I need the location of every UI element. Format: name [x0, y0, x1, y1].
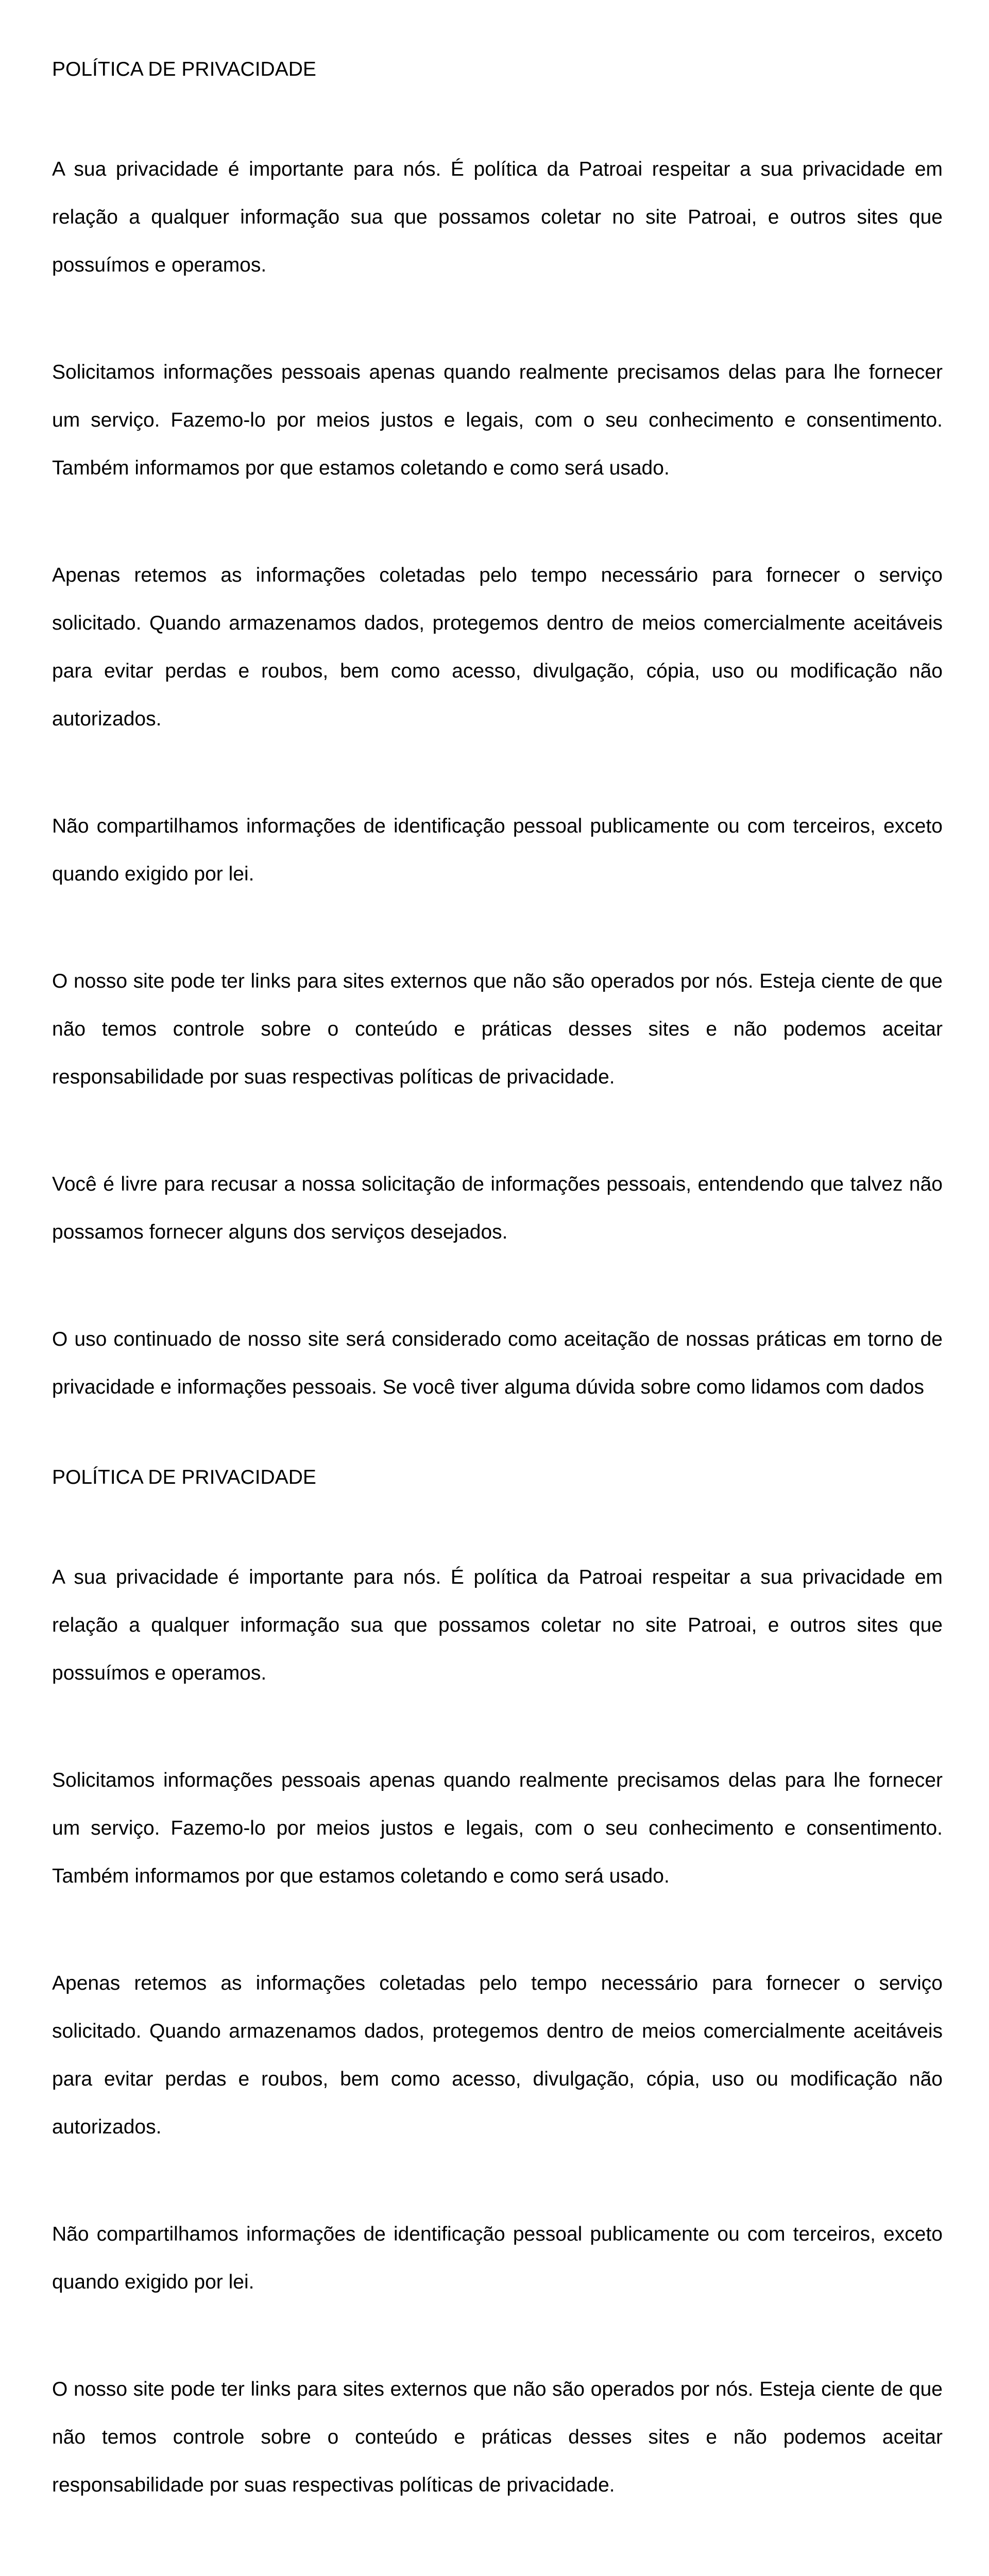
policy-paragraph-continued-use: O uso continuado de nosso site será considerado como aceitação de nossas práticas em torno de privacidade e informações pessoais. Se você tiver alguma dúvida sobre como lidamos com dados	[52, 1328, 943, 1398]
policy-paragraph-information-request: Solicitamos informações pessoais apenas quando realmente precisamos delas para lhe fornecer um serviço. Fazemo-lo por meios justos e legais, com o seu conhecimento e consentimento. Também informamos por que estamos coletando e como será usado.	[52, 361, 943, 479]
policy-paragraph-information-request: Solicitamos informações pessoais apenas quando realmente precisamos delas para lhe fornecer um serviço. Fazemo-lo por meios justos e legais, com o seu conhecimento e consentimento. Também informamos por que estamos coletando e como será usado.	[52, 1769, 943, 1887]
policy-paragraph-privacy-importance: A sua privacidade é importante para nós. É política da Patroai respeitar a sua privacidade em relação a qualquer informação sua que possamos coletar no site Patroai, e outros sites que possuímos e operamos.	[52, 158, 943, 276]
policy-paragraph-refusal-rights	[52, 2568, 943, 2576]
privacy-policy-section	[52, 52, 943, 1411]
policy-paragraph-data-retention: Apenas retemos as informações coletadas pelo tempo necessário para fornecer o serviço solicitado. Quando armazenamos dados, protegemos dentro de meios comercialmente aceitáveis para evitar perdas e roubos, bem como acesso, divulgação, cópia, uso ou modificação não autorizados.	[52, 564, 943, 730]
policy-title: POLÍTICA DE PRIVACIDADE	[52, 1466, 316, 1488]
policy-paragraph-privacy-importance: A sua privacidade é importante para nós. É política da Patroai respeitar a sua privacidade em relação a qualquer informação sua que possamos coletar no site Patroai, e outros sites que possuímos e operamos.	[52, 1566, 943, 1684]
policy-paragraph-external-links: O nosso site pode ter links para sites externos que não são operados por nós. Esteja ciente de que não temos controle sobre o conteúdo e práticas desses sites e não podemos aceitar responsabilidade por suas respectivas políticas de privacidade.	[52, 2378, 943, 2496]
policy-paragraph-data-retention: Apenas retemos as informações coletadas pelo tempo necessário para fornecer o serviço solicitado. Quando armazenamos dados, protegemos dentro de meios comercialmente aceitáveis para evitar perdas e roubos, bem como acesso, divulgação, cópia, uso ou modificação não autorizados.	[52, 1972, 943, 2138]
policy-paragraph-refusal-rights: Você é livre para recusar a nossa solicitação de informações pessoais, entendendo que talvez não possamos fornecer alguns dos serviços desejados.	[52, 1173, 943, 1243]
policy-paragraph-data-sharing: Não compartilhamos informações de identificação pessoal publicamente ou com terceiros, exceto quando exigido por lei.	[52, 815, 943, 885]
policy-title: POLÍTICA DE PRIVACIDADE	[52, 58, 316, 80]
policy-paragraph-data-sharing: Não compartilhamos informações de identificação pessoal publicamente ou com terceiros, exceto quando exigido por lei.	[52, 2223, 943, 2293]
privacy-policy-section	[52, 1460, 943, 2576]
policy-paragraph-external-links: O nosso site pode ter links para sites externos que não são operados por nós. Esteja ciente de que não temos controle sobre o conteúdo e práticas desses sites e não podemos aceitar responsabilidade por suas respectivas políticas de privacidade.	[52, 970, 943, 1088]
